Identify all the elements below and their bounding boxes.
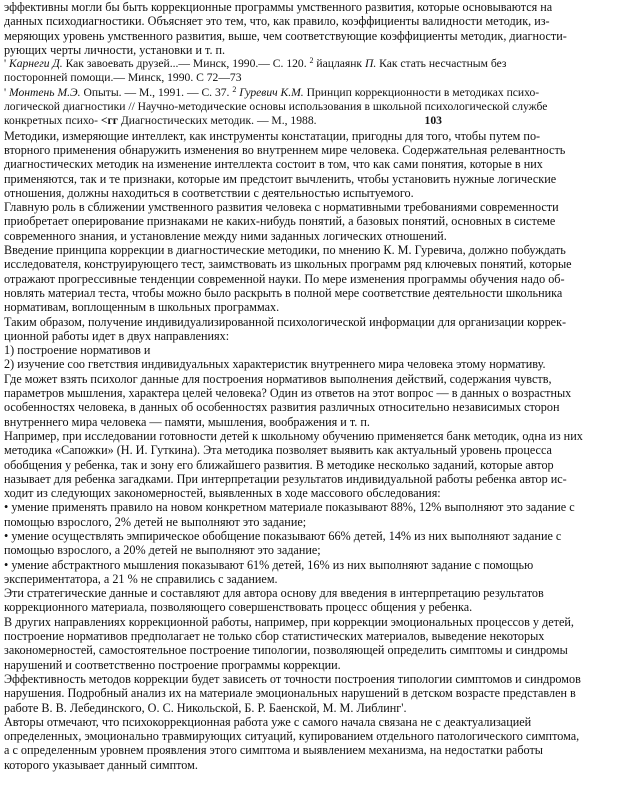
text-line: Авторы отмечают, что психокоррекционная работа уже с самого начала связана не с деактуализацией — [4, 714, 532, 729]
text-line: которого указывает данный симптом. — [4, 757, 198, 772]
text-line: исследователя, конструирующего тест, заимствовать из школьных программ ряд ключевых понятий, которые — [4, 257, 572, 272]
footnote-author: П. — [364, 57, 377, 71]
text-line: помощью взрослого, 2% детей не выполняют это задание; — [4, 514, 307, 529]
text-line: нормативам, воплощенным в школьных программах. — [4, 300, 280, 315]
footnote-text: конкретных психо- — [4, 114, 101, 128]
text-line: Например, при исследовании готовности детей к школьному обучению применяется банк методик, одна из них — [4, 428, 583, 443]
text-line: • умение применять правило на новом конкретном материале показывают 88%, 12% выполняют это задание с — [4, 500, 575, 515]
text-line: рующих черты личности, установки и т. п. — [4, 42, 226, 57]
text-line: 1) построение нормативов и — [4, 343, 151, 358]
text-line: построение нормативов предполагает не только сбор статистических материалов, выведение некоторых — [4, 629, 545, 644]
text-line: особенностях человека, в данных об особенностях развития различных относительно независимых сторон — [4, 400, 560, 415]
footnote-text: Как завоевать друзей...— Минск, 1990.— С. 120. — [62, 57, 310, 71]
text-line: нарушения. Подробный анализ их на материале эмоциональных нарушений в детском возрасте представлен в — [4, 686, 576, 701]
text-line: параметров мышления, характера целей человека? Один из ответов на этот вопрос — в данных о возрастных — [4, 386, 572, 401]
text-line: отношения, должны находиться в соответствии с деятельностью испытуемого. — [4, 185, 414, 200]
footnote-author: Карнеги Д. — [9, 57, 63, 71]
footnote-text: Как стать несчастным без — [376, 57, 507, 71]
text-line: называет для ребенка загадками. При интерпретации результатов индивидуальной работы ребенка автор ис- — [4, 471, 567, 486]
text-line: а с определенным уровнем проявления этого симптома и выявлением механизма, на недостатки работы — [4, 743, 543, 758]
text-line: Где может взять психолог данные для построения нормативов выполнения действий, содержания чувств, — [4, 371, 552, 386]
text-line: • умение абстрактного мышления показывают 61% детей, 16% из них выполняют задание с помощью — [4, 557, 534, 572]
text-line: эффективны могли бы быть коррекционные программы умственного развития, которые основываются на — [4, 0, 553, 14]
text-line: Введение принципа коррекции в диагностические методики, по мнению К. М. Гуревича, должно побуждать — [4, 243, 566, 258]
text-line: вторного применения обнаружить изменения во внутреннем мире человека. Содержательная релевантность — [4, 142, 566, 157]
footnote-line: логической диагностики // Научно-методические основы использования в школьной психологической службе — [4, 100, 548, 114]
text-line: данных психодиагностики. Объясняет это тем, что, как правило, коэффициенты валидности методик, из- — [4, 14, 550, 29]
text-line: ционной работы идет в двух направлениях: — [4, 328, 230, 343]
text-line: работе В. В. Лебединского, О. С. Никольской, Б. Р. Баенской, М. М. Либлинг'. — [4, 700, 407, 715]
footnote-author: Гуревич К.М. — [239, 85, 304, 99]
text-line: современного знания, и установление между ними заданных логических отношений. — [4, 228, 447, 243]
footnote-line — [4, 86, 616, 100]
footnote-text: Опыты. — М., 1991. — С. 37. — [80, 85, 233, 99]
footnote-line: посторонней помощи.— Минск, 1990. С 72—73 — [4, 71, 242, 85]
text-line: приобретает оперирование признаками не каких-нибудь понятий, а базовых понятий, основных в системе — [4, 214, 556, 229]
footnote-text: Диагностических методик. — М., 1988. — [117, 114, 317, 128]
text-line: ходит из следующих закономерностей, выявленных в ходе массового обследования: — [4, 486, 441, 501]
text-line: определенных, эмоционально травмирующих ситуаций, купированием отдельного патологического симптома, — [4, 729, 580, 744]
text-line: В других направлениях коррекционной работы, например, при коррекции эмоциональных процессов у детей, — [4, 614, 574, 629]
page-number: 103 — [424, 114, 442, 128]
footnote-superscript: 2 — [309, 57, 314, 66]
text-line: Методики, измеряющие интеллект, как инструменты констатации, пригодны для того, чтобы путем по- — [4, 128, 541, 143]
text-line: обобщения у ребенка, так и зону его ближайшего развития. В методике несколько заданий, которые автор — [4, 457, 554, 472]
text-line: применяются, так и те признаки, которые им предстоит вычленить, чтобы установить нужные логические — [4, 171, 557, 186]
text-line: меряющих уровень умственного развития, выше, чем соответствующие коэффициенты методик, диагности- — [4, 28, 567, 43]
text-line: коррекционного материала, позволяющего совершенствовать процесс общения у ребенка. — [4, 600, 473, 615]
footnote-line — [4, 114, 616, 128]
text-line: экспериментатора, а 21 % не справились с заданием. — [4, 571, 278, 586]
footnote-line — [4, 57, 616, 71]
text-line: внутреннего мира человека — памяти, мышления, воображения и т. п. — [4, 414, 370, 429]
footnote-text: йацлаянк — [313, 57, 365, 71]
footnote-author: Монтень М.Э. — [9, 85, 81, 99]
text-line: • умение осуществлять эмпирическое обобщение показывают 66% детей, 14% из них выполняют задание с — [4, 528, 562, 543]
text-line: закономерностей, самостоятельное построение типологии, позволяющей определить симптомы и синдромы — [4, 643, 568, 658]
text-line: отражают прогрессивные тенденции современной науки. По мере изменения программы обучения надо об- — [4, 271, 565, 286]
text-line: новлять материал теста, чтобы можно было раскрыть в полной мере соответствие деятельности школьника — [4, 285, 563, 300]
text-line: Главную роль в сближении умственного развития человека с нормативными требованиями современности — [4, 200, 559, 215]
text-line: нарушений и соответственно построение программы коррекции. — [4, 657, 341, 672]
footnote-mark: ' — [4, 85, 7, 99]
footnote-mark: <гг — [100, 114, 118, 128]
text-line: 2) изучение соо гветствия индивидуальных характеристик внутреннего мира человека этому нормативу. — [4, 357, 546, 372]
text-line: методика «Сапожки» (Н. И. Гуткина). Эта методика позволяет выявить как актуальный уровень процесса — [4, 443, 552, 458]
text-line: Эффективность методов коррекции будет зависеть от точности построения типологии симптомов и синдромов — [4, 671, 581, 686]
text-line: диагностических методик на изменение интеллекта состоит в том, что как сами понятия, которые в них — [4, 157, 543, 172]
text-line: Эти стратегические данные и составляют для автора основу для введения в интерпретацию результатов — [4, 586, 544, 601]
footnote-superscript: 2 — [232, 85, 237, 94]
footnote-text: Принцип коррекционности в методиках психо- — [303, 85, 540, 99]
text-line: помощью взрослого, а 20% детей не выполняют это задание; — [4, 543, 321, 558]
footnote-mark: ' — [4, 57, 7, 71]
text-line: Таким образом, получение индивидуализированной психологической информации для организации коррек- — [4, 314, 567, 329]
